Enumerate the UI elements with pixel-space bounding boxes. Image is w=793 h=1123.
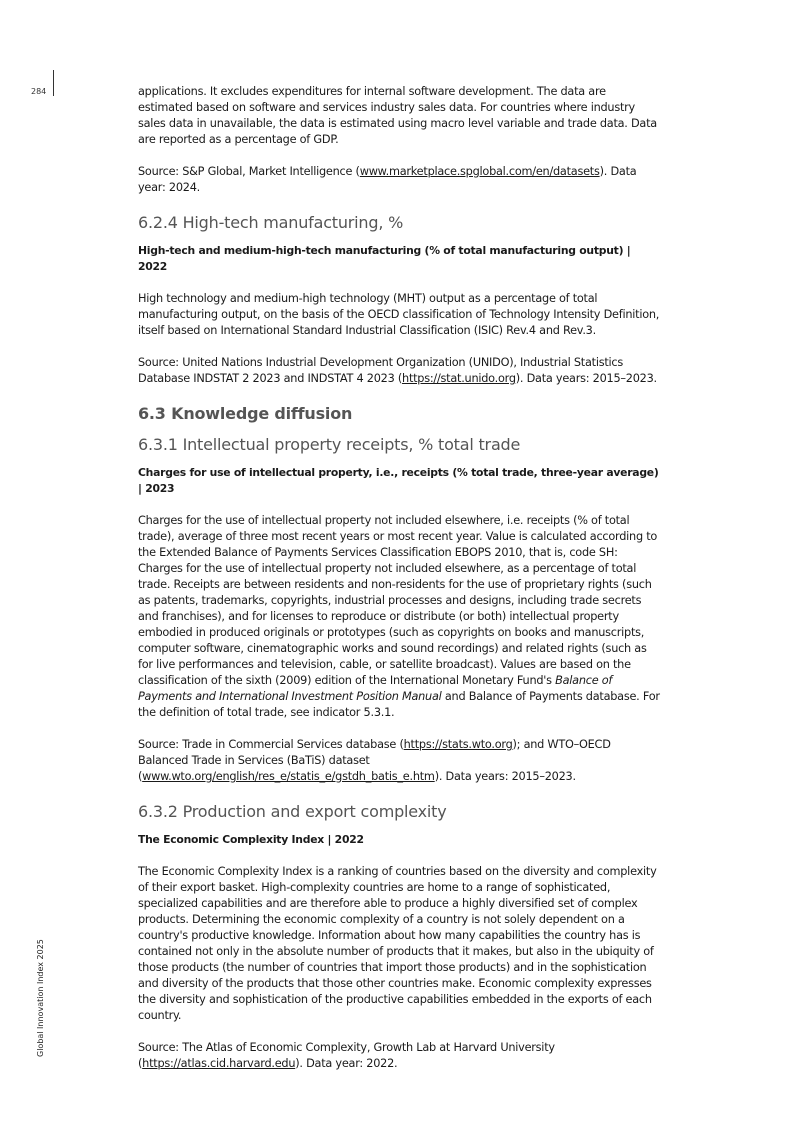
side-title: Global Innovation Index 2025 (36, 939, 45, 1057)
source-6-3-1: Source: Trade in Commercial Services database (https://stats.wto.org); and WTO–OECD Balanced Trade in Services (BaTiS) dataset (www.wto.org/english/res_e/statis_e/gstdh_batis_e.htm). Data years: 2015–2023. (138, 738, 611, 783)
source-link-spglobal[interactable]: www.marketplace.spglobal.com/en/datasets (359, 165, 600, 178)
source-link-wto-stats[interactable]: https://stats.wto.org (403, 738, 513, 751)
body-6-2-4: High technology and medium-high technology (MHT) output as a percentage of total manufacturing output, on the basis of the OECD classification of Technology Intensity Definition, itself based on International Standard Industrial Classification (ISIC) Rev.4 and Rev.3. (138, 292, 660, 337)
body-6-3-1: Charges for the use of intellectual property not included elsewhere, i.e. receipts (% of total trade), average of three most recent years or most recent year. Value is calculated according to the Extended Balance of Payments Services Classification EBOPS 2010, that is, code SH: Charges for the use of intellectual property not included elsewhere, as a percentage of total trade. Receipts are between residents and non-residents for the use of proprietary rights (such as patents, trademarks, copyrights, industrial processes and designs, including trade secrets and franchises), and for licenses to reproduce or distribute (or both) intellectual property embodied in produced originals or prototypes (such as copyrights on books and manuscripts, computer software, cinematographic works and sound recordings) and related rights (such as for live performances and television, cable, or satellite broadcast). Values are based on the classification of the sixth (2009) edition of the International Monetary Fund's Balance of Payments and International Investment Position Manual and Balance of Payments database. For the definition of total trade, see indicator 5.3.1. (138, 514, 660, 719)
subhead-6-3-2: The Economic Complexity Index | 2022 (138, 833, 364, 846)
heading-6-2-4: 6.2.4 High-tech manufacturing, % (138, 213, 404, 232)
heading-6-3-2: 6.3.2 Production and export complexity (138, 802, 447, 821)
source-6-2-4: Source: United Nations Industrial Development Organization (UNIDO), Industrial Statistics Database INDSTAT 2 2023 and INDSTAT 4 2023 (https://stat.unido.org). Data years: 2015–2023. (138, 356, 657, 385)
page-number: 284 (31, 87, 47, 96)
source-link-unido[interactable]: https://stat.unido.org (402, 372, 516, 385)
subhead-6-2-4: High-tech and medium-high-tech manufacturing (% of total manufacturing output) | 2022 (138, 244, 631, 273)
source-link-wto-batis[interactable]: www.wto.org/english/res_e/statis_e/gstdh_batis_e.htm (142, 770, 435, 783)
source-link-atlas[interactable]: https://atlas.cid.harvard.edu (142, 1057, 296, 1070)
source-6-3-2: Source: The Atlas of Economic Complexity, Growth Lab at Harvard University (https://atlas.cid.harvard.edu). Data year: 2022. (138, 1041, 555, 1070)
page-content (138, 84, 663, 1088)
intro-paragraph: applications. It excludes expenditures for internal software development. The data are estimated based on software and services industry sales data. For countries where industry sales data in unavailable, the data is estimated using macro level variable and trade data. Data are reported as a percentage of GDP. (138, 85, 657, 146)
intro-source: Source: S&P Global, Market Intelligence (www.marketplace.spglobal.com/en/datasets). Data year: 2024. (138, 165, 637, 194)
body-6-3-2: The Economic Complexity Index is a ranking of countries based on the diversity and complexity of their export basket. High-complexity countries are home to a range of sophisticated, specialized capabilities and are therefore able to produce a highly diversified set of complex products. Determining the economic complexity of a country is not solely dependent on a country's productive knowledge. Information about how many capabilities the country has is contained not only in the absolute number of products that it makes, but also in the ubiquity of those products (the number of countries that import those products) and in the sophistication and diversity of the products that those other countries make. Economic complexity expresses the diversity and sophistication of the productive capabilities embedded in the exports of each country. (138, 865, 657, 1022)
manual-title: Balance of Payments and International Investment Position Manual (138, 674, 613, 703)
margin-rule (53, 70, 54, 96)
heading-6-3: 6.3 Knowledge diffusion (138, 404, 353, 423)
subhead-6-3-1: Charges for use of intellectual property, i.e., receipts (% total trade, three-year average) | 2023 (138, 466, 659, 495)
heading-6-3-1: 6.3.1 Intellectual property receipts, % total trade (138, 435, 521, 454)
